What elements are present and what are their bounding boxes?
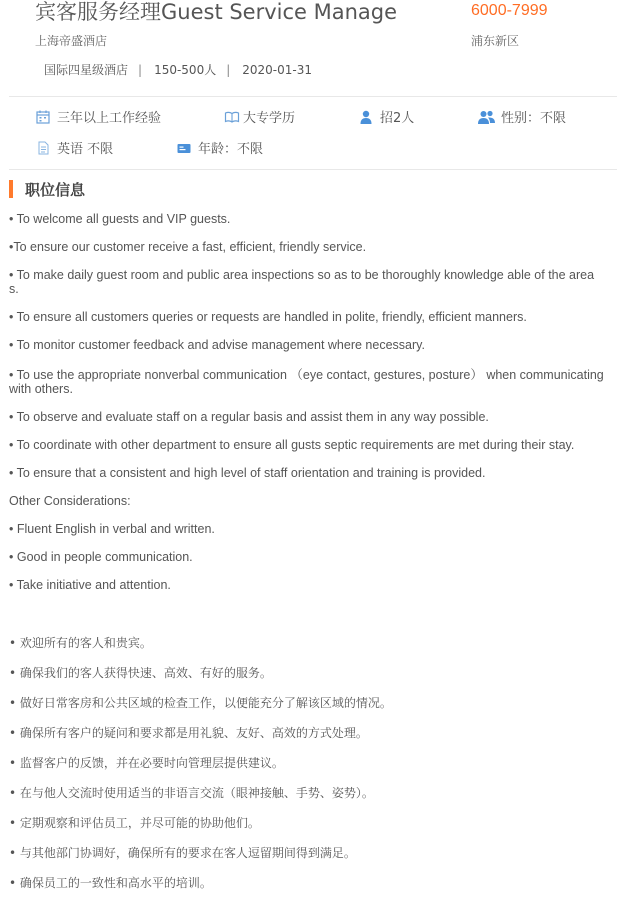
job-title: 宾客服务经理Guest Service Manage [35,0,398,24]
district: 浦东新区 [471,34,520,48]
req-headcount-label: 招2人 [380,111,415,126]
company-size: 150-500人 [154,63,217,77]
book-icon [224,109,240,125]
desc-line: with others. [9,382,73,396]
section-title: 职位信息 [25,180,86,199]
req-gender [477,107,566,126]
calendar-icon [35,109,51,125]
desc-line: Other Considerations: [9,494,131,508]
divider [9,169,617,170]
desc-line: • To ensure all customers queries or requests are handled in polite, friendly, efficient manners. [9,310,527,324]
desc-line: • To coordinate with other department to ensure all gusts septic requirements are met during their stay. [9,438,575,452]
req-gender-label: 性别：不限 [501,111,567,126]
users-icon [477,109,496,125]
req-education [224,107,295,126]
desc-line-cn: • 欢迎所有的客人和贵宾。 [9,636,152,650]
salary: 6000-7999 [471,2,548,19]
meta-separator: | [226,63,231,77]
desc-line: • To observe and evaluate staff on a regular basis and assist them in any way possible. [9,410,489,424]
desc-line-cn: • 确保员工的一致性和高水平的培训。 [9,876,212,890]
desc-line-cn: • 确保所有客户的疑问和要求都是用礼貌、友好、高效的方式处理。 [9,726,368,740]
desc-line: • Take initiative and attention. [9,578,171,592]
desc-line: • To ensure that a consistent and high level of staff orientation and training is provided. [9,466,486,480]
desc-line-cn: • 确保我们的客人获得快速、高效、有好的服务。 [9,666,272,680]
desc-line-cn: • 定期观察和评估员工，并尽可能的协助他们。 [9,816,260,830]
desc-line: • To make daily guest room and public area inspections so as to be thoroughly knowledge able of the area [9,268,595,282]
company-type: 国际四星级酒店 [44,63,129,77]
desc-line-cn: • 做好日常客房和公共区域的检查工作，以便能充分了解该区域的情况。 [9,696,392,710]
section-accent-bar [9,180,13,198]
id-card-icon [176,140,192,156]
divider [9,96,617,97]
req-headcount [358,107,414,126]
section-header [9,180,85,198]
req-education-label: 大专学历 [243,111,296,126]
document-icon [35,140,51,156]
desc-line: • To monitor customer feedback and advise management where necessary. [9,338,425,352]
desc-line-cn: • 与其他部门协调好，确保所有的要求在客人逗留期间得到满足。 [9,846,356,860]
req-experience-label: 三年以上工作经验 [57,111,162,126]
desc-line: • Good in people communication. [9,550,193,564]
req-age-label: 年龄：不限 [198,142,264,157]
req-language-label: 英语 不限 [57,142,114,157]
desc-line: • To welcome all guests and VIP guests. [9,212,231,226]
person-icon [358,109,374,125]
desc-line: • To use the appropriate nonverbal communication （eye contact, gestures, posture） when communicating [9,368,604,382]
desc-line-cn: • 监督客户的反馈，并在必要时向管理层提供建议。 [9,756,284,770]
post-date: 2020-01-31 [242,63,312,77]
req-language [35,138,113,157]
desc-line: s. [9,282,19,296]
desc-line-cn: • 在与他人交流时使用适当的非语言交流（眼神接触、手势、姿势）。 [9,786,374,800]
req-experience [35,107,161,126]
desc-line: • Fluent English in verbal and written. [9,522,215,536]
req-age [176,138,263,157]
company-meta [44,61,312,78]
company-name[interactable]: 上海帝盛酒店 [35,34,108,48]
meta-separator: | [138,63,143,77]
desc-line: •To ensure our customer receive a fast, efficient, friendly service. [9,240,367,254]
